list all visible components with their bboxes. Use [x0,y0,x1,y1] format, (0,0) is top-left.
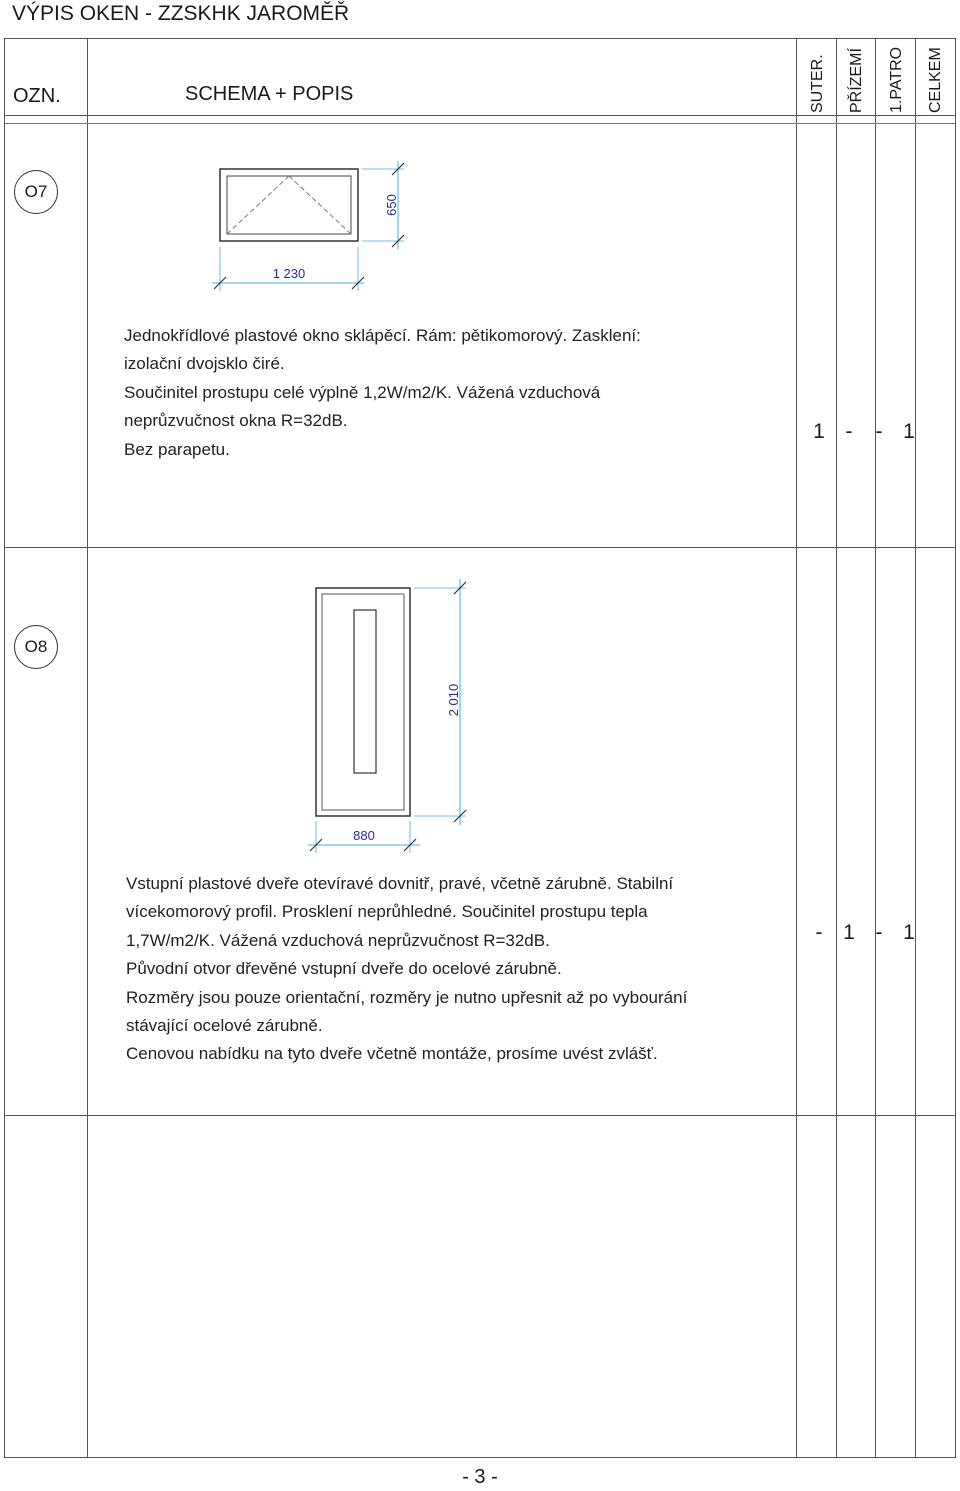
desc-line: 1,7W/m2/K. Vážená vzduchová neprůzvučnost R=32dB. [126,930,550,950]
o7-height-label: 650 [384,194,399,216]
item-id-o8: O8 [14,625,58,669]
desc-line: vícekomorový profil. Prosklení neprůhledné. Součinitel prostupu tepla [126,902,648,922]
desc-line: neprůzvučnost okna R=32dB. [124,411,348,431]
header-1patro: 1.PATRO [888,46,905,113]
o8-description [126,870,687,1069]
header-divider-inner [5,123,955,124]
qty-celkem: 1 [903,921,915,944]
row-divider [5,547,955,548]
desc-line: Původní otvor dřevěné vstupní dveře do ocelové zárubně. [126,959,562,979]
o7-width-label: 1 230 [272,266,306,281]
header-suter: SUTER. [809,54,826,113]
header-divider [5,115,955,116]
o7-description [124,322,641,464]
qty-suter: - [815,921,823,944]
qty-suter: 1 [813,420,825,443]
desc-line: Cenovou nabídku na tyto dveře včetně montáže, prosíme uvést zvlášť. [126,1044,658,1064]
col-divider [875,39,876,1457]
o8-width-label: 880 [353,828,375,843]
desc-line: Bez parapetu. [124,439,230,459]
desc-line: stávající ocelové zárubně. [126,1016,323,1036]
header-prizemi: PŘÍZEMÍ [848,48,865,113]
row-divider [5,1115,955,1116]
col-divider [915,39,916,1457]
qty-1patro: - [875,921,883,944]
o8-quantities [804,921,924,945]
desc-line: Jednokřídlové plastové okno sklápěcí. Rám: pětikomorový. Zasklení: [124,326,641,345]
qty-prizemi: 1 [843,921,855,944]
desc-line: Vstupní plastové dveře otevíravé dovnitř, pravé, včetně zárubně. Stabilní [126,874,674,893]
o8-height-label: 2 010 [446,683,461,717]
header-celkem: CELKEM [927,47,944,113]
col-divider [87,39,88,1457]
col-divider [796,39,797,1457]
qty-1patro: - [875,420,883,443]
header-ozn: OZN. [13,85,61,107]
col-divider [836,39,837,1457]
qty-celkem: 1 [903,420,915,443]
page-number: - 3 - [462,1466,498,1488]
o8-door-schema [300,575,490,860]
document-title: VÝPIS OKEN - ZZSKHK JAROMĚŘ [12,2,350,25]
desc-line: Rozměry jsou pouze orientační, rozměry je nutno upřesnit až po vybourání [126,987,688,1007]
desc-line: Součinitel prostupu celé výplně 1,2W/m2/K. Vážená vzduchová [124,382,601,402]
header-schema: SCHEMA + POPIS [185,83,354,105]
qty-prizemi: - [845,420,853,443]
desc-line: izolační dvojsklo čiré. [124,354,285,374]
o7-quantities [804,420,924,444]
o7-window-schema [200,155,420,295]
item-id-o7: O7 [14,170,58,214]
